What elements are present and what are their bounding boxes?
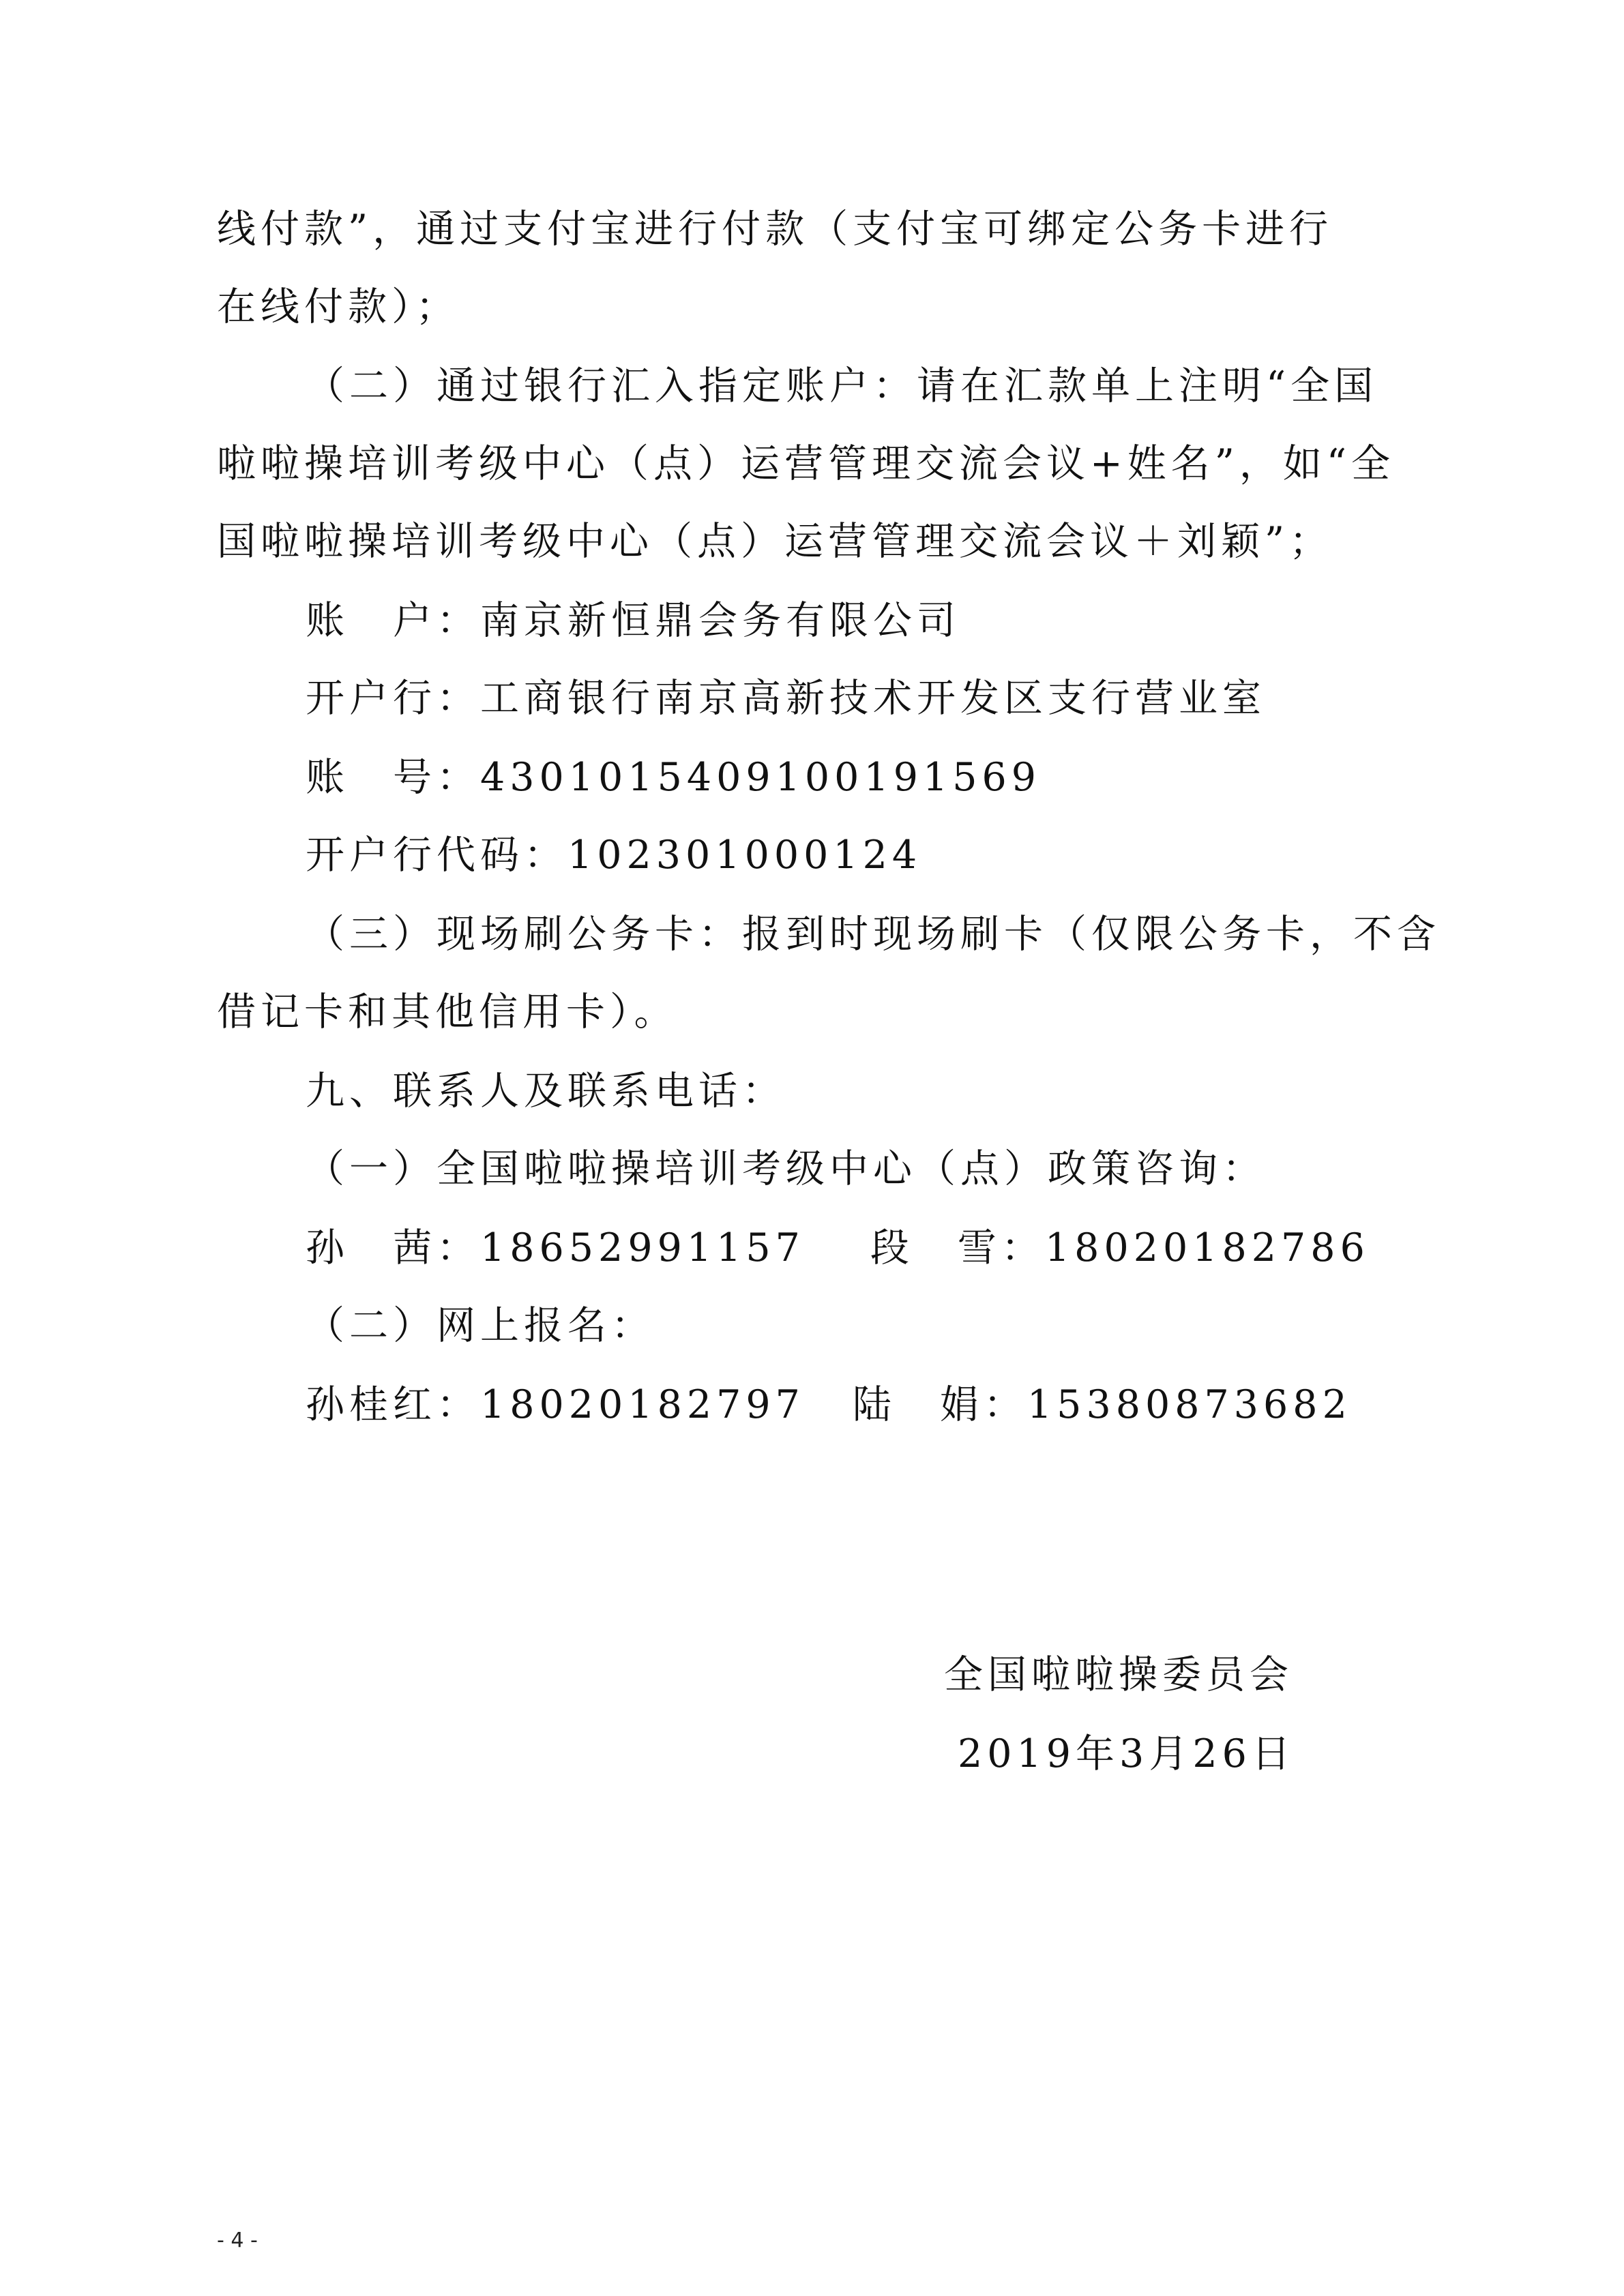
policy-consulting-heading: （一）全国啦啦操培训考级中心（点）政策咨询：: [306, 1146, 1266, 1191]
bank-transfer-heading-line: （二）通过银行汇入指定账户：请在汇款单上注明“全国: [306, 363, 1378, 408]
card-payment-line-1: （三）现场刷公务卡：报到时现场刷卡（仅限公务卡，不含: [306, 912, 1441, 957]
account-name: 账 户：南京新恒鼎会务有限公司: [306, 598, 960, 643]
account-number: 账 号：4301015409100191569: [306, 755, 1042, 800]
bank-transfer-line-3: 国啦啦操培训考级中心（点）运营管理交流会议＋刘颖”；: [217, 519, 1333, 564]
policy-contacts-row: [306, 1223, 1370, 1272]
payment-text-line-2: 在线付款）；: [217, 284, 460, 329]
card-payment-line-2: 借记卡和其他信用卡）。: [217, 989, 678, 1034]
registration-contact-sun: 孙桂红：18020182797: [306, 1382, 805, 1427]
page-number: - 4 -: [217, 2228, 258, 2252]
bank-transfer-line-2: 啦啦操培训考级中心（点）运营管理交流会议+姓名”，如“全: [217, 441, 1396, 486]
payment-text-line-1: 线付款”，通过支付宝进行付款（支付宝可绑定公务卡进行: [217, 207, 1333, 252]
bank-name: 开户行：工商银行南京高新技术开发区支行营业室: [306, 676, 1266, 721]
bank-code: 开户行代码：102301000124: [306, 833, 922, 878]
registration-contacts-row: [306, 1380, 1352, 1429]
signature-organization: 全国啦啦操委员会: [944, 1652, 1293, 1697]
policy-contact-sun: 孙 茜：18652991157: [306, 1225, 805, 1270]
contacts-heading: 九、联系人及联系电话：: [306, 1069, 786, 1114]
registration-contact-lu: 陆 娟：15380873682: [852, 1382, 1352, 1427]
registration-heading: （二）网上报名：: [306, 1303, 655, 1348]
signature-date: 2019年3月26日: [958, 1731, 1295, 1776]
policy-contact-duan: 段 雪：18020182786: [870, 1225, 1370, 1270]
